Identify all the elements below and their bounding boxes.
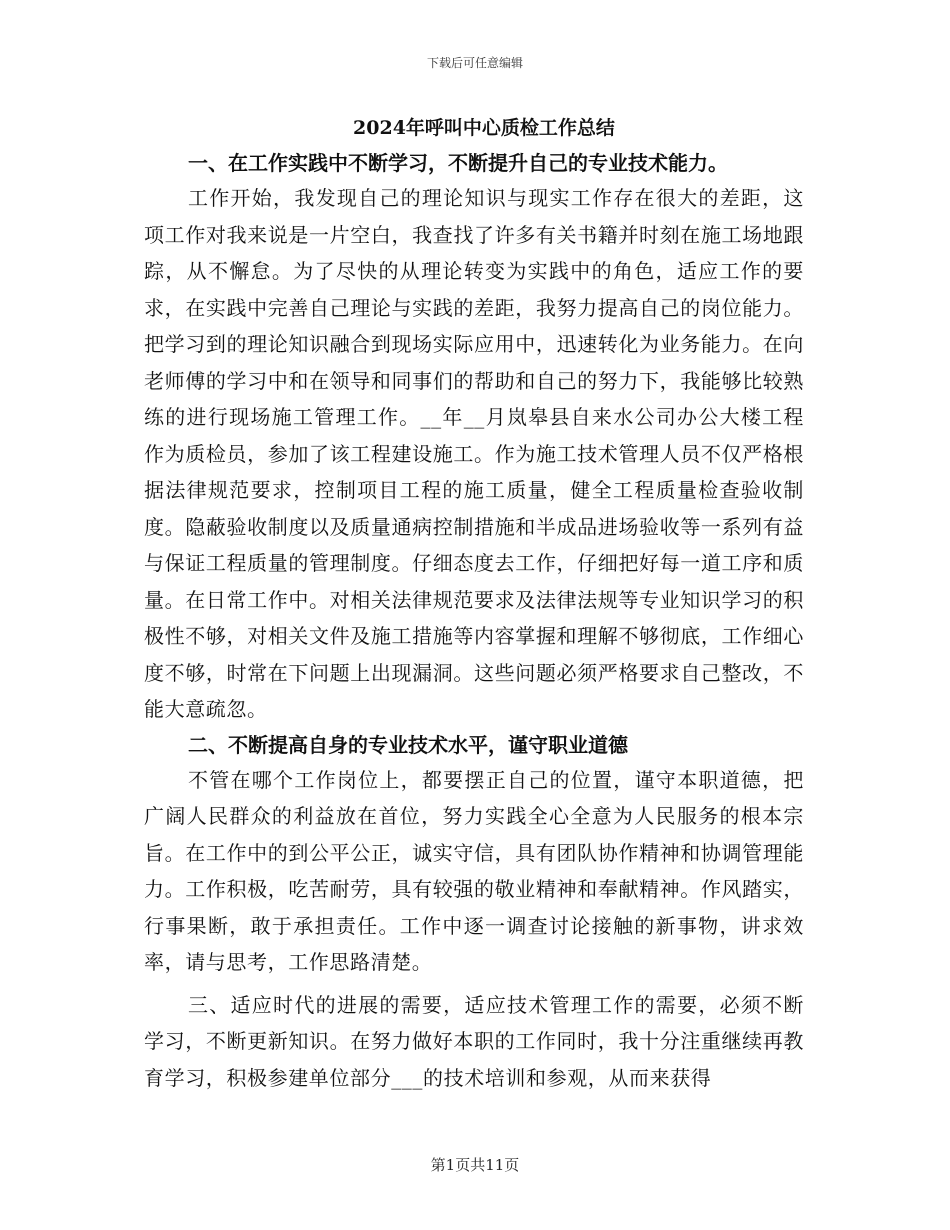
document-title: 2024年呼叫中心质检工作总结 (353, 117, 615, 139)
document-body (144, 114, 804, 1096)
download-note: 下载后可任意编辑 (426, 56, 523, 70)
page-number: 第1页共11页 (430, 1156, 520, 1174)
section-1-heading: 一、在工作实践中不断学习，不断提升自己的专业技术能力。 (188, 151, 728, 175)
section-2-paragraph: 不管在哪个工作岗位上，都要摆正自己的位置，谨守本职道德，把广阔人民群众的利益放在首位，努力实践全心全意为人民服务的根本宗旨。在工作中的到公平公正，诚实守信，具有团队协作精神和协调管理能力。工作积极，吃苦耐劳，具有较强的敬业精神和奉献精神。作风踏实，行事果断，敢于承担责任。工作中逐一调查讨论接触的新事物，讲求效率，请与思考，工作思路清楚。 (144, 767, 804, 974)
section-2-heading: 二、不断提高自身的专业技术水平，谨守职业道德 (188, 732, 628, 757)
section-3-paragraph: 三、适应时代的进展的需要，适应技术管理工作的需要，必须不断学习，不断更新知识。在努力做好本职的工作同时，我十分注重继续再教育学习，积极参建单位部分___的技术培训和参观，从而来获得 (144, 992, 804, 1090)
section-1-paragraph: 工作开始，我发现自己的理论知识与现实工作存在很大的差距，这项工作对我来说是一片空白，我查找了许多有关书籍并时刻在施工场地跟踪，从不懈怠。为了尽快的从理论转变为实践中的角色，适应工作的要求，在实践中完善自己理论与实践的差距，我努力提高自己的岗位能力。把学习到的理论知识融合到现场实际应用中，迅速转化为业务能力。在向老师傅的学习中和在领导和同事们的帮助和自己的努力下，我能够比较熟练的进行现场施工管理工作。__年__月岚皋县自来水公司办公大楼工程作为质检员，参加了该工程建设施工。作为施工技术管理人员不仅严格根据法律规范要求，控制项目工程的施工质量，健全工程质量检查验收制度。隐蔽验收制度以及质量通病控制措施和半成品进场验收等一系列有益与保证工程质量的管理制度。仔细态度去工作，仔细把好每一道工序和质量。在日常工作中。对相关法律规范要求及法律法规等专业知识学习的积极性不够，对相关文件及施工措施等内容掌握和理解不够彻底，工作细心度不够，时常在下问题上出现漏洞。这些问题必须严格要求自己整改，不能大意疏忽。 (144, 186, 804, 721)
